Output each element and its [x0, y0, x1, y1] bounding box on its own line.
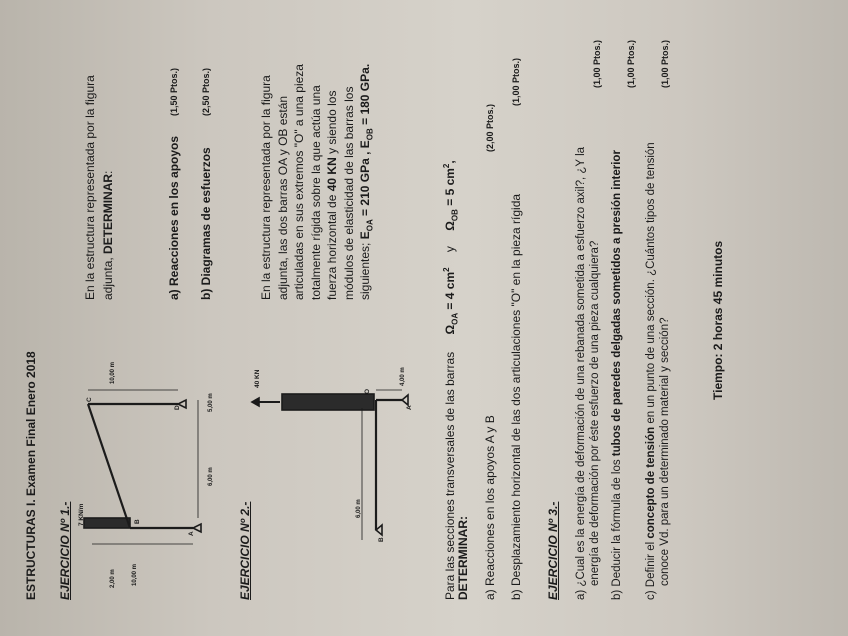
- ej2-item-b: b) Desplazamiento horizontal de las dos articulaciones "O" en la pieza rígida: [509, 193, 523, 600]
- ej2-p-line3: articuladas en sus extremos "O" a una pieza: [292, 64, 306, 300]
- ej2-node-A: A: [406, 405, 413, 410]
- ej2-pts-a: (2,00 Ptos.): [485, 103, 495, 152]
- ej2-support-A-icon: [402, 395, 408, 405]
- ej1-intro-line1: En la estructura representada por la figura: [83, 75, 97, 300]
- ej1-item-b: b) Diagramas de esfuerzos: [199, 147, 213, 300]
- ej3-heading: EJERCICIO Nº 3.-: [546, 501, 560, 600]
- ej2-figure: [252, 300, 422, 600]
- ej2-pts-b: (1,00 Ptos.): [511, 57, 521, 106]
- ej3-a-line2: energía de deformación por éste esfuerzo de una pieza cualquiera?: [589, 240, 601, 586]
- ej1-pts-b: (2,50 Ptos.): [201, 67, 211, 116]
- ej3-c-line2: conoce Vd. para un determinado material y sección?: [659, 317, 671, 586]
- ej2-heading: EJERCICIO Nº 2.-: [238, 501, 252, 600]
- ej2-rigid-piece: [282, 394, 374, 410]
- ej2-p-line2: adjunta, las dos barras OA y OB están: [275, 95, 290, 300]
- ej1-node-A: A: [188, 531, 195, 536]
- exam-time: Tiempo: 2 horas 45 minutos: [711, 240, 725, 400]
- ej2-force-label: 40 KN: [254, 369, 261, 388]
- ej3-a-line1: a) ¿Cual es la energía de deformación de una rebanada sometida a esfuerzo axil?, ¿Y la: [575, 146, 587, 600]
- ej1-dim-2m: 2,00 m: [110, 569, 116, 588]
- ej2-omega-oa: $\Omega_{OA} = 4$ $cm^2$: [442, 267, 460, 335]
- ej1-intro-line2: adjunta, DETERMINAR:: [101, 170, 115, 300]
- ej1-node-B: B: [134, 519, 141, 524]
- ej1-pts-a: (1,50 Ptos.): [169, 67, 179, 116]
- ej2-force-arrowhead-icon: [252, 398, 259, 406]
- ej1-figure: [78, 300, 228, 600]
- ej1-dim-10m-left: 10,00 m: [132, 563, 138, 586]
- ej3-pts-c: (1,00 Ptos.): [660, 39, 670, 88]
- ej1-dim-6m: 6,00 m: [208, 467, 214, 486]
- ej2-node-B: B: [378, 537, 385, 542]
- ej2-p-line4: totalmente rígida sobre la que actúa una: [308, 85, 323, 300]
- ej2-item-a: a) Reacciones en los apoyos A y B: [483, 415, 497, 600]
- ej3-question-b: b) Deducir la fórmula de los tubos de paredes delgadas sometidos a presión interior: [611, 150, 623, 600]
- ej3-pts-a: (1,00 Ptos.): [592, 39, 602, 88]
- ej2-dim-6m: 6,00 m: [356, 499, 362, 518]
- ej2-and: y: [443, 246, 457, 253]
- ej2-sections-text: Para las secciones transversales de las barras: [443, 351, 457, 600]
- ej2-determinar: DETERMINAR:: [456, 516, 470, 600]
- ej2-sections-line: [438, 20, 463, 600]
- ej1-node-D: D: [174, 405, 181, 410]
- ej1-item-a: a) Reacciones en los apoyos: [167, 135, 181, 300]
- exam-page: [2, 0, 848, 636]
- ej3-question-a: [574, 0, 602, 600]
- ej1-dim-10m-right: 10,00 m: [110, 361, 116, 384]
- ej2-paragraph: [258, 16, 379, 300]
- ej3-question-c: [644, 0, 672, 600]
- ej1-dim-5m: 5,00 m: [208, 393, 214, 412]
- ej2-omega-ob: $\Omega_{OB} = 5$ $cm^2$,: [442, 160, 460, 231]
- ej2-node-O: O: [364, 388, 371, 394]
- ej1-member-BC: [88, 404, 130, 528]
- ej1-node-C: C: [86, 397, 93, 402]
- exam-title: ESTRUCTURAS I. Examen Final Enero 2018: [24, 351, 38, 600]
- ej1-load-label: 7 KN/m: [78, 503, 85, 526]
- ej2-p-line6: módulos de elasticidad de las barras los: [341, 86, 356, 300]
- ej3-c-line1: c) Definir el concepto de tensión en un punto de una sección. ¿Cuántos tipos de tensión: [645, 142, 657, 600]
- ej2-p-line7: siguientes; $E_{OA} = 210$ GPa , $E_{OB} = 180$ GPa.: [358, 63, 375, 300]
- ej3-pts-b: (1,00 Ptos.): [626, 39, 636, 88]
- ej3-a-line2-row: [588, 0, 602, 600]
- ej2-dim-4m: 4,00 m: [400, 367, 406, 386]
- ej2-p-line1: En la estructura representada por la figura: [259, 75, 273, 300]
- ej1-distributed-load-block: [84, 518, 130, 528]
- ej1-heading: EJERCICIO Nº 1.-: [58, 501, 72, 600]
- ej2-p-line5: fuerza horizontal de 40 KN y siendo los: [325, 90, 339, 300]
